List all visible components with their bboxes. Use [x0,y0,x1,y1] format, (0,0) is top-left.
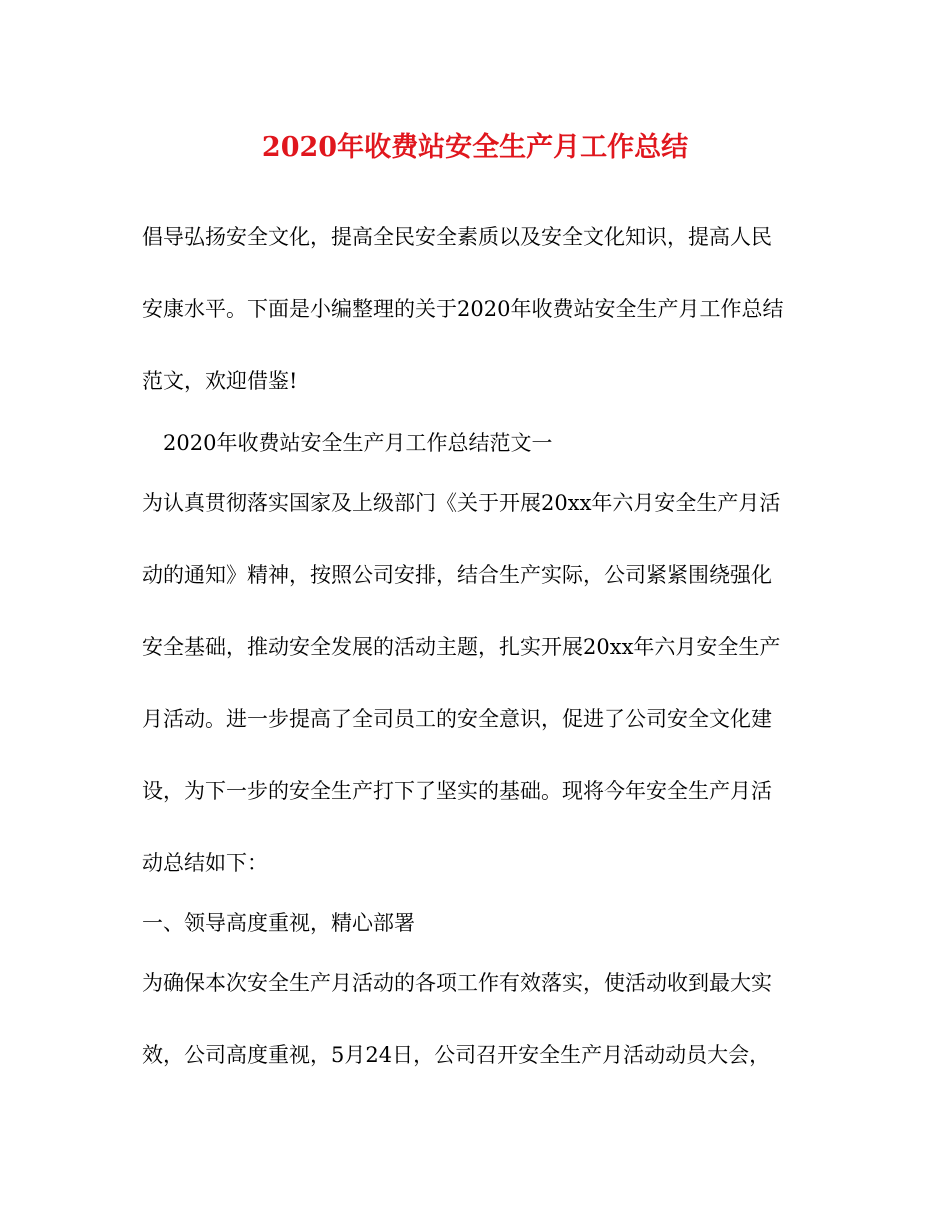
paragraph-line: 动总结如下： [142,851,268,875]
paragraph-line: 动的通知》精神，按照公司安排，结合生产实际，公司紧紧围绕强化 [142,563,772,587]
paragraph-line: 为确保本次安全生产月活动的各项工作有效落实，使活动收到最大实 [142,971,772,995]
subsection-heading: 一、领导高度重视，精心部署 [142,911,415,935]
paragraph-line: 安康水平。下面是小编整理的关于2020年收费站安全生产月工作总结 [142,297,784,321]
document-title: 2020年收费站安全生产月工作总结 [261,132,689,163]
paragraph-line: 效，公司高度重视，5月24日，公司召开安全生产月活动动员大会， [142,1043,771,1067]
paragraph-line: 倡导弘扬安全文化，提高全民安全素质以及安全文化知识，提高人民 [142,225,772,249]
paragraph-line: 设，为下一步的安全生产打下了坚实的基础。现将今年安全生产月活 [142,779,772,803]
paragraph-line: 为认真贯彻落实国家及上级部门《关于开展20xx年六月安全生产月活 [142,491,781,515]
paragraph-line: 安全基础，推动安全发展的活动主题，扎实开展20xx年六月安全生产 [142,635,781,659]
paragraph-line: 月活动。进一步提高了全司员工的安全意识，促进了公司安全文化建 [142,707,772,731]
paragraph-line: 范文，欢迎借鉴! [142,369,298,393]
section-heading: 2020年收费站安全生产月工作总结范文一 [163,431,553,455]
